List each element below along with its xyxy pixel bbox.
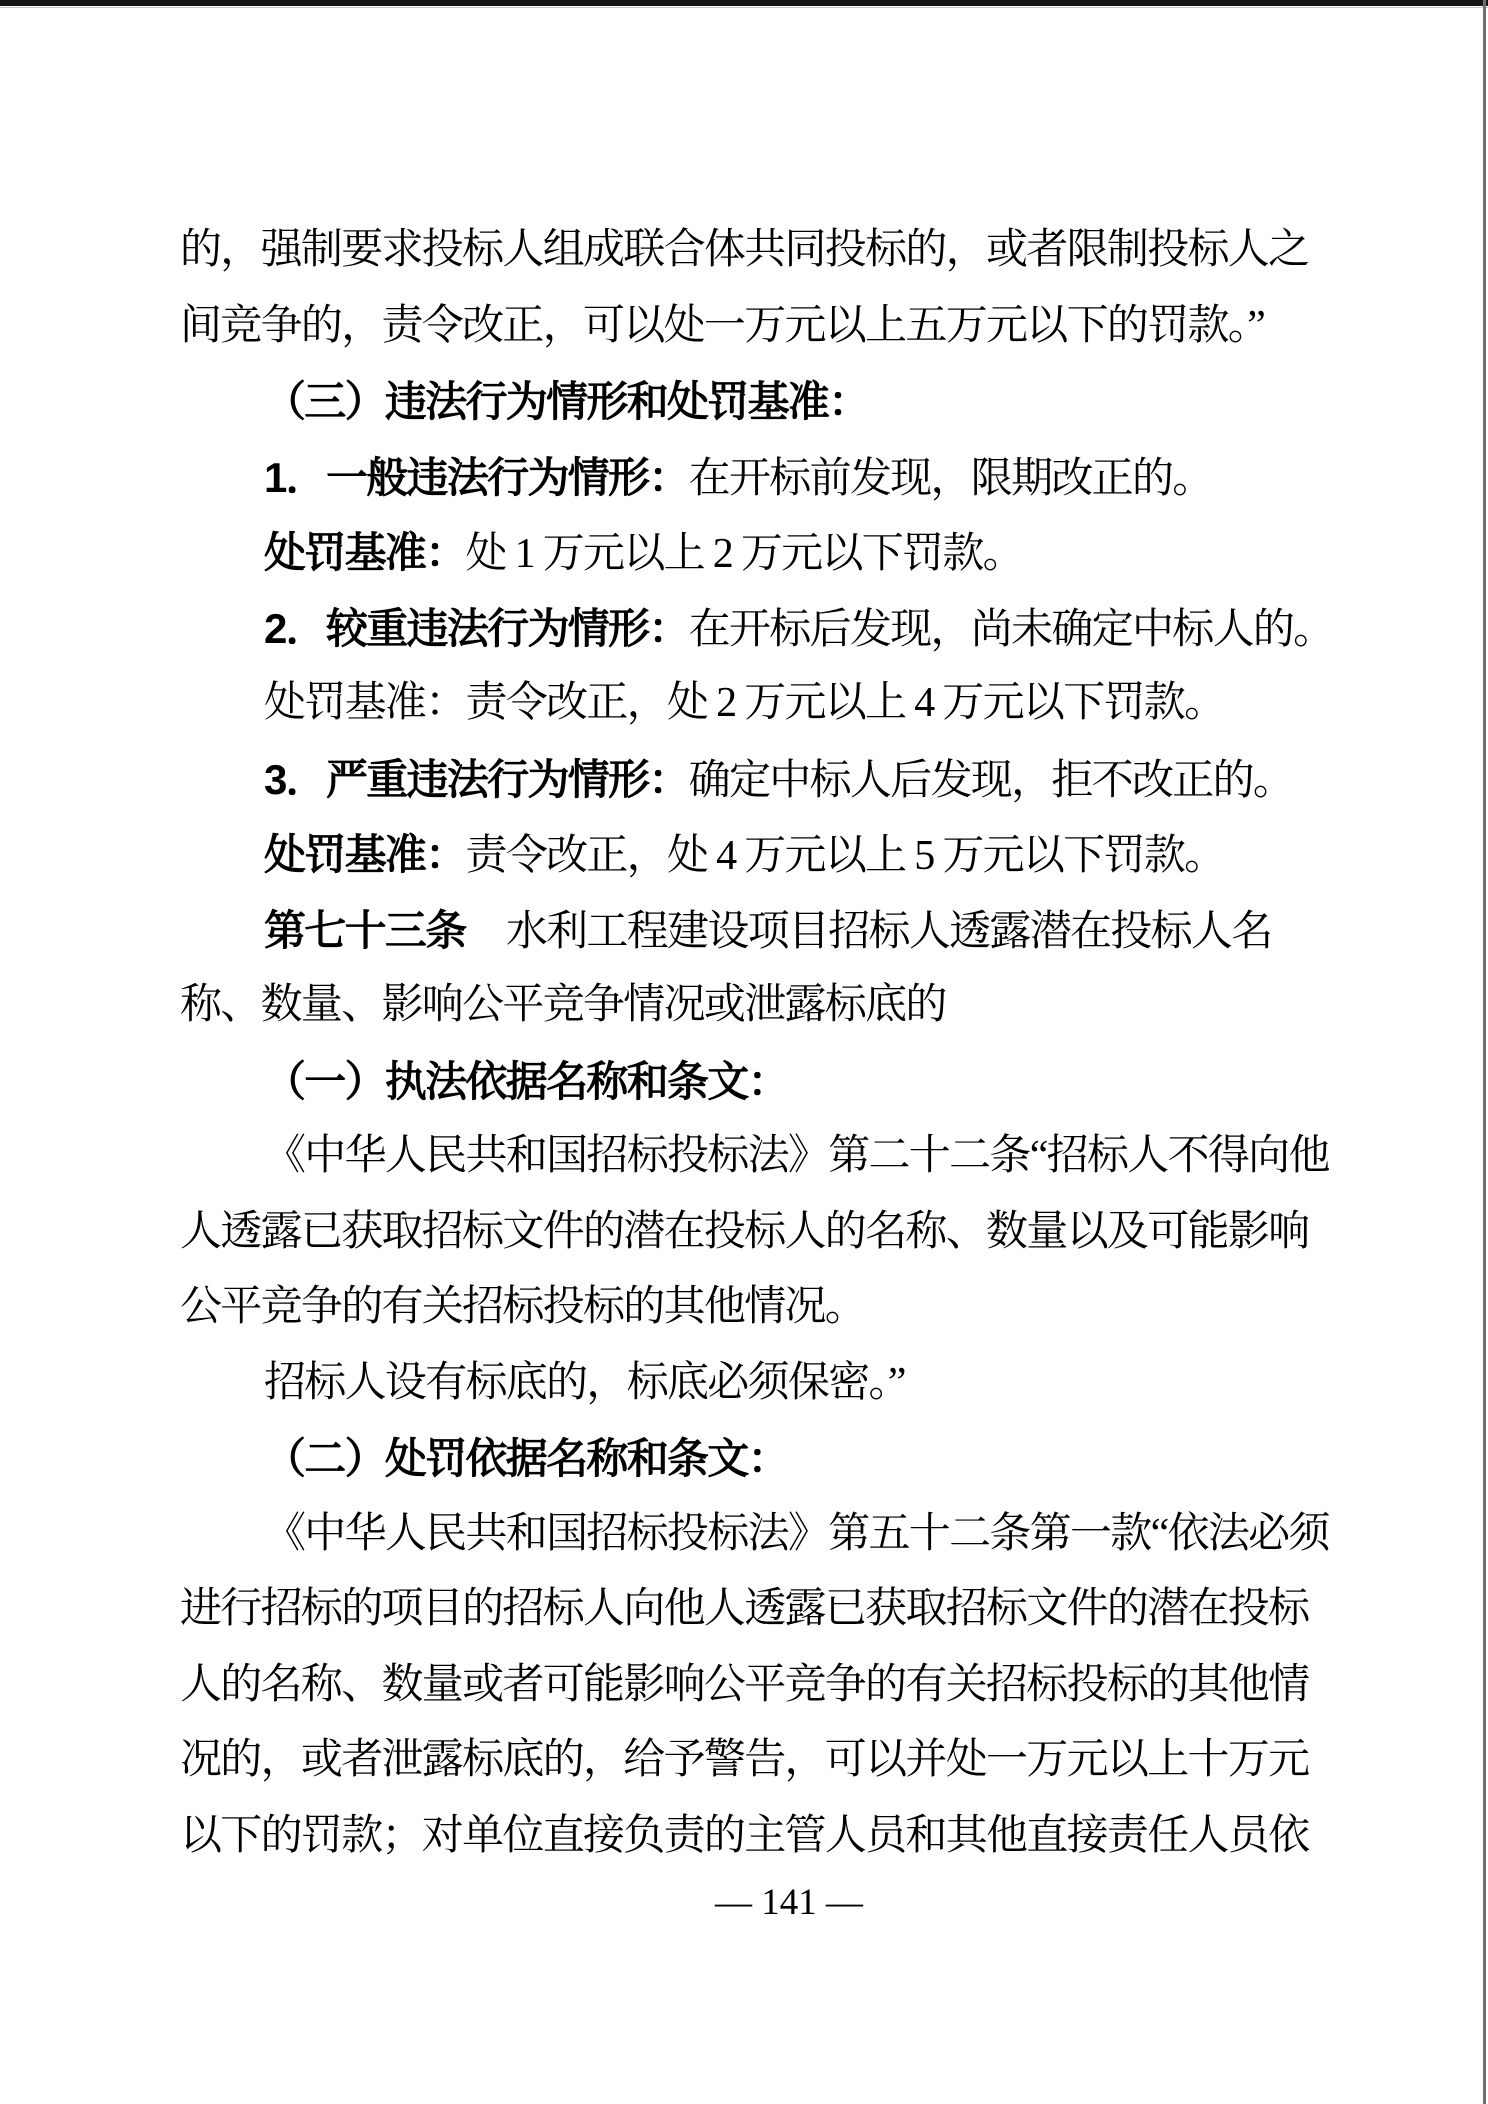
page-number: — 141 —	[715, 1882, 863, 1923]
text-line	[180, 1195, 1320, 1271]
bold-text-run: （三）违法行为情形和处罚基准：	[264, 378, 869, 425]
text-run: 处 1 万元以上 2 万元以下罚款。	[465, 531, 1023, 577]
text-run: 的，强制要求投标人组成联合体共同投标的，或者限制投标人之	[180, 227, 1309, 273]
text-line	[180, 1044, 1320, 1120]
document-body	[180, 213, 1334, 1874]
bold-text-run: 处罚基准：	[264, 529, 466, 576]
bold-text-run: （二）处罚依据名称和条文：	[264, 1435, 788, 1482]
text-line	[180, 666, 1320, 742]
bold-text-run: 3．严重违法行为情形：	[264, 755, 689, 803]
text-line	[180, 289, 1320, 365]
text-run: 在开标前发现，限期改正的。	[688, 455, 1213, 502]
text-run: 责令改正，处 4 万元以上 5 万元以下罚款。	[465, 833, 1225, 879]
bold-text-run: 第七十三条	[264, 906, 466, 954]
text-line	[180, 1119, 1329, 1195]
bold-text-run: 1．一般违法行为情形：	[264, 453, 689, 501]
text-line	[180, 1497, 1329, 1573]
text-run: 水利工程建设项目招标人透露潜在投标人名	[465, 908, 1272, 955]
text-run: 称、数量、影响公平竞争情况或泄露标底的	[180, 982, 946, 1028]
text-line	[180, 591, 1334, 667]
text-run: 人透露已获取招标文件的潜在投标人的名称、数量以及可能影响	[180, 1208, 1309, 1255]
text-run: 况的，或者泄露标底的，给予警告，可以并处一万元以上十万元	[180, 1737, 1309, 1783]
text-line	[180, 1799, 1320, 1875]
text-run: 公平竞争的有关招标投标的其他情况。	[180, 1284, 866, 1330]
page-top-border-shadow	[0, 7, 1488, 8]
text-run: 以下的罚款；对单位直接负责的主管人员和其他直接责任人员依	[180, 1812, 1309, 1859]
text-run: 《中华人民共和国招标投标法》第五十二条第一款“依法必须	[264, 1510, 1329, 1557]
text-run: 间竞争的，责令改正，可以处一万元以上五万元以下的罚款。”	[180, 302, 1265, 349]
text-run: 《中华人民共和国招标投标法》第二十二条“招标人不得向他	[264, 1133, 1329, 1179]
text-line	[180, 1572, 1320, 1648]
text-line	[180, 1723, 1320, 1799]
text-line	[180, 364, 1320, 440]
text-run: 招标人设有标底的，标底必须保密。”	[264, 1359, 905, 1406]
text-run: 确定中标人后发现，拒不改正的。	[688, 757, 1294, 804]
page-right-border	[1483, 0, 1486, 2104]
text-line	[180, 968, 1320, 1044]
bold-text-run: 2．较重违法行为情形：	[264, 604, 689, 652]
text-run: 处罚基准：责令改正，处 2 万元以上 4 万元以下罚款。	[264, 680, 1225, 726]
text-line	[180, 742, 1320, 818]
text-line	[180, 213, 1320, 289]
text-run: 人的名称、数量或者可能影响公平竞争的有关招标投标的其他情	[180, 1661, 1309, 1708]
text-run: 进行招标的项目的招标人向他人透露已获取招标文件的潜在投标	[180, 1586, 1309, 1632]
bold-text-run: （一）执法依据名称和条文：	[264, 1057, 788, 1105]
text-line	[180, 893, 1320, 969]
text-line	[180, 1346, 1320, 1422]
text-line	[180, 1648, 1320, 1724]
text-line	[180, 1421, 1320, 1497]
page-top-border	[0, 0, 1488, 6]
text-run: 在开标后发现，尚未确定中标人的。	[688, 606, 1334, 653]
bold-text-run: 处罚基准：	[264, 831, 466, 878]
text-line	[180, 817, 1320, 893]
text-line	[180, 440, 1320, 516]
text-line	[180, 1270, 1320, 1346]
text-line	[180, 515, 1320, 591]
